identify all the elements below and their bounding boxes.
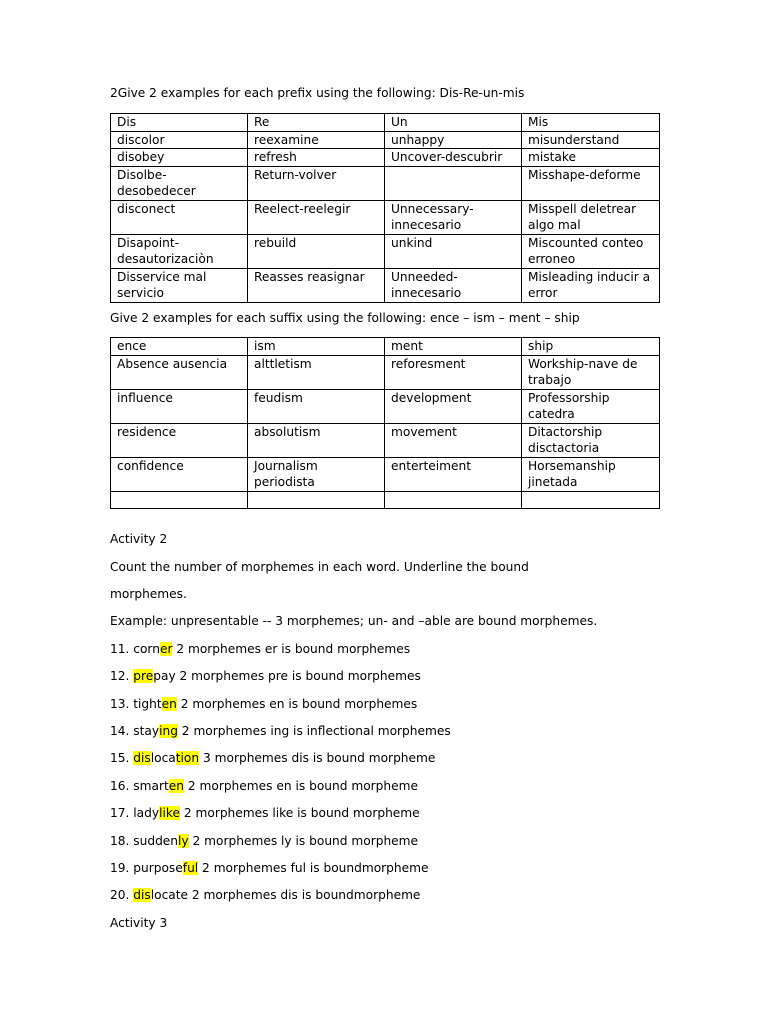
- table-cell: Disservice mal servicio: [111, 268, 248, 302]
- table-header-cell: ism: [248, 338, 385, 356]
- table-cell: unhappy: [385, 131, 522, 149]
- table-cell: residence: [111, 423, 248, 457]
- item-text: tight: [133, 697, 162, 711]
- table-cell: misunderstand: [522, 131, 660, 149]
- table-cell: Unnecessary-innecesario: [385, 200, 522, 234]
- table-cell: [522, 491, 660, 508]
- table-row: [111, 131, 660, 149]
- highlighted-morpheme: dis: [133, 751, 151, 765]
- table-header-cell: Dis: [111, 114, 248, 132]
- highlighted-morpheme: tion: [175, 751, 200, 765]
- highlighted-morpheme: ful: [182, 861, 199, 875]
- table-cell: rebuild: [248, 234, 385, 268]
- table-cell: Professorship catedra: [522, 389, 660, 423]
- morpheme-item: [110, 805, 420, 821]
- highlighted-morpheme: en: [161, 697, 177, 711]
- morpheme-item: [110, 696, 417, 712]
- table-cell: Disapoint-desautorizaciòn: [111, 234, 248, 268]
- table-cell: refresh: [248, 149, 385, 167]
- table-cell: confidence: [111, 457, 248, 491]
- table-row: [111, 268, 660, 302]
- table-cell: Horsemanship jinetada: [522, 457, 660, 491]
- activity-3-title: Activity 3: [110, 916, 168, 930]
- morpheme-item: [110, 723, 451, 739]
- table-cell: mistake: [522, 149, 660, 167]
- item-text: 2 morphemes er is bound morphemes: [172, 642, 411, 656]
- item-text: smart: [133, 779, 169, 793]
- highlighted-morpheme: like: [159, 806, 180, 820]
- morpheme-item: [110, 833, 418, 849]
- item-number: 14.: [110, 724, 134, 738]
- table-cell: reexamine: [248, 131, 385, 149]
- item-text: 2 morphemes en is bound morphemes: [176, 697, 418, 711]
- table-cell: Miscounted conteo erroneo: [522, 234, 660, 268]
- table-row: [111, 149, 660, 167]
- table-cell: Absence ausencia: [111, 355, 248, 389]
- suffix-heading: Give 2 examples for each suffix using the following: ence – ism – ment – ship: [110, 311, 580, 325]
- morpheme-item: [110, 887, 420, 903]
- table-row: [111, 457, 660, 491]
- table-cell: discolor: [111, 131, 248, 149]
- item-text: purpose: [133, 861, 183, 875]
- item-text: pay 2 morphemes pre is bound morphemes: [153, 669, 421, 683]
- prefix-heading: 2Give 2 examples for each prefix using the following: Dis-Re-un-mis: [110, 86, 525, 100]
- table-cell: movement: [385, 423, 522, 457]
- table-header-cell: ship: [522, 338, 660, 356]
- item-text: sudden: [133, 834, 179, 848]
- instruction-line-2: morphemes.: [110, 587, 187, 601]
- highlighted-morpheme: ly: [178, 834, 189, 848]
- table-cell: Misspell deletrear algo mal: [522, 200, 660, 234]
- item-number: 16.: [110, 779, 134, 793]
- table-cell: unkind: [385, 234, 522, 268]
- highlighted-morpheme: en: [168, 779, 184, 793]
- item-number: 12.: [110, 669, 134, 683]
- table-cell: Workship-nave de trabajo: [522, 355, 660, 389]
- item-text: 2 morphemes en is bound morpheme: [183, 779, 419, 793]
- table-cell: influence: [111, 389, 248, 423]
- table-cell: disobey: [111, 149, 248, 167]
- suffix-table: [110, 337, 660, 509]
- table-header-cell: ence: [111, 338, 248, 356]
- table-cell: [248, 491, 385, 508]
- item-text: corn: [133, 642, 160, 656]
- table-cell: feudism: [248, 389, 385, 423]
- item-number: 15.: [110, 751, 134, 765]
- table-row: [111, 423, 660, 457]
- instruction-line-1: Count the number of morphemes in each word. Underline the bound: [110, 560, 529, 574]
- prefix-table: [110, 113, 660, 303]
- highlighted-morpheme: dis: [133, 888, 151, 902]
- table-cell: Return-volver: [248, 166, 385, 200]
- table-cell: Reasses reasignar: [248, 268, 385, 302]
- table-row: [111, 389, 660, 423]
- table-cell: Misleading inducir a error: [522, 268, 660, 302]
- item-number: 13.: [110, 697, 134, 711]
- table-cell: [385, 491, 522, 508]
- table-cell: development: [385, 389, 522, 423]
- morpheme-item: [110, 778, 418, 794]
- table-cell: disconect: [111, 200, 248, 234]
- table-row: [111, 166, 660, 200]
- table-cell: reforesment: [385, 355, 522, 389]
- table-row: [111, 200, 660, 234]
- activity-2-title: Activity 2: [110, 532, 168, 546]
- table-cell: Ditactorship disctactoria: [522, 423, 660, 457]
- highlighted-morpheme: pre: [133, 669, 154, 683]
- item-text: 2 morphemes ly is bound morpheme: [188, 834, 419, 848]
- item-text: 3 morphemes dis is bound morpheme: [199, 751, 436, 765]
- table-cell: alttletism: [248, 355, 385, 389]
- table-cell: Disolbe-desobedecer: [111, 166, 248, 200]
- table-cell: Uncover-descubrir: [385, 149, 522, 167]
- table-header-cell: ment: [385, 338, 522, 356]
- morpheme-item: [110, 750, 435, 766]
- table-cell: enterteiment: [385, 457, 522, 491]
- morpheme-item: [110, 668, 421, 684]
- item-number: 11.: [110, 642, 134, 656]
- table-header-cell: Re: [248, 114, 385, 132]
- item-number: 17.: [110, 806, 134, 820]
- table-header-row: [111, 338, 660, 356]
- table-row: [111, 234, 660, 268]
- highlighted-morpheme: ing: [159, 724, 178, 738]
- table-cell: Unneeded-innecesario: [385, 268, 522, 302]
- table-cell: Misshape-deforme: [522, 166, 660, 200]
- example-text: Example: unpresentable -- 3 morphemes; un- and –able are bound morphemes.: [110, 614, 598, 628]
- item-text: loca: [150, 751, 176, 765]
- highlighted-morpheme: er: [159, 642, 173, 656]
- item-number: 18.: [110, 834, 134, 848]
- table-row: [111, 491, 660, 508]
- table-header-row: [111, 114, 660, 132]
- item-text: locate 2 morphemes dis is boundmorpheme: [150, 888, 421, 902]
- item-number: 20.: [110, 888, 134, 902]
- table-cell: Journalism periodista: [248, 457, 385, 491]
- morpheme-item: [110, 641, 410, 657]
- morpheme-item: [110, 860, 429, 876]
- item-number: 19.: [110, 861, 134, 875]
- table-cell: [385, 166, 522, 200]
- item-text: 2 morphemes like is bound morpheme: [179, 806, 420, 820]
- item-text: lady: [133, 806, 160, 820]
- item-text: 2 morphemes ing is inflectional morphemes: [177, 724, 451, 738]
- table-cell: Reelect-reelegir: [248, 200, 385, 234]
- table-header-cell: Mis: [522, 114, 660, 132]
- table-cell: [111, 491, 248, 508]
- table-row: [111, 355, 660, 389]
- table-cell: absolutism: [248, 423, 385, 457]
- item-text: 2 morphemes ful is boundmorpheme: [198, 861, 429, 875]
- table-header-cell: Un: [385, 114, 522, 132]
- item-text: stay: [133, 724, 160, 738]
